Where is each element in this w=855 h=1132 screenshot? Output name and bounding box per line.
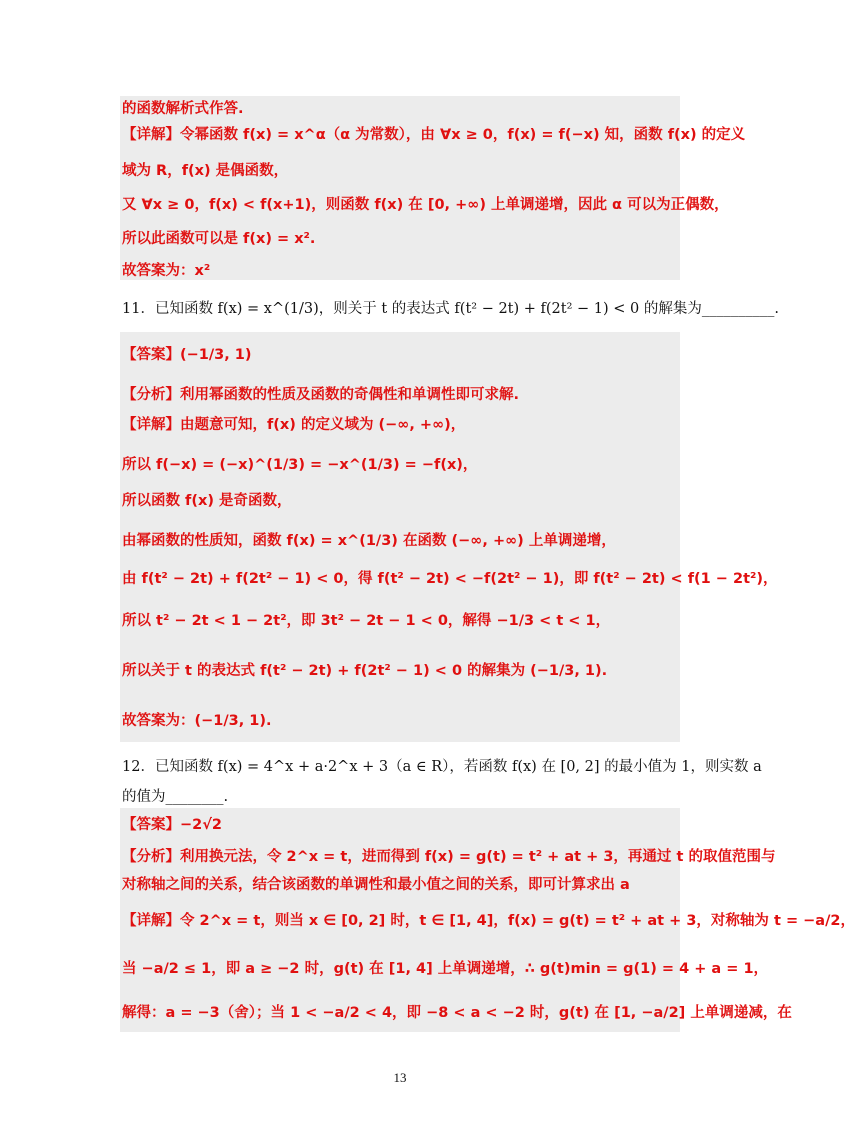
page-number: 13	[393, 1070, 407, 1085]
text-line: 所以此函数可以是 f(x) = x².	[122, 231, 316, 247]
text-line: 当 −a/2 ≤ 1，即 a ≥ −2 时，g(t) 在 [1, 4] 上单调递增，∴ g(t)min = g(1) = 4 + a = 1，	[122, 961, 769, 977]
text-line: 所以 t² − 2t < 1 − 2t²，即 3t² − 2t − 1 < 0，解得 −1/3 < t < 1，	[122, 613, 611, 629]
question-12-text: 的值为________.	[122, 789, 229, 805]
question-12-text: 12．已知函数 f(x) = 4^x + a·2^x + 3（a ∈ R），若函数 f(x) 在 [0, 2] 的最小值为 1，则实数 a	[122, 759, 762, 775]
analysis-text: 【分析】利用幂函数的性质及函数的奇偶性和单调性即可求解.	[122, 387, 520, 403]
text-line: 解得：a = −3（舍）；当 1 < −a/2 < 4，即 −8 < a < −2 时，g(t) 在 [1, −a/2] 上单调递减，在	[122, 1005, 792, 1021]
text-line: 故答案为：x²	[122, 263, 211, 279]
text-line: 由幂函数的性质知，函数 f(x) = x^(1/3) 在函数 (−∞, +∞) 上单调递增，	[122, 533, 616, 549]
text-line: 又 ∀x ≥ 0，f(x) < f(x+1)，则函数 f(x) 在 [0, +∞) 上单调递增，因此 α 可以为正偶数，	[122, 197, 729, 213]
final-answer: 故答案为：(−1/3, 1).	[122, 713, 272, 729]
text-line: 所以 f(−x) = (−x)^(1/3) = −x^(1/3) = −f(x)，	[122, 457, 478, 473]
analysis-text: 【分析】利用换元法，令 2^x = t，进而得到 f(x) = g(t) = t² + at + 3，再通过 t 的取值范围与	[122, 849, 776, 865]
text-line: 所以函数 f(x) 是奇函数，	[122, 493, 292, 509]
answer-label: 【答案】(−1/3, 1)	[122, 347, 252, 363]
text-line: 由 f(t² − 2t) + f(2t² − 1) < 0，得 f(t² − 2t) < −f(2t² − 1)，即 f(t² − 2t) < f(1 − 2t²)，	[122, 571, 778, 587]
text-line: 域为 R，f(x) 是偶函数，	[122, 163, 289, 179]
text-line: 所以关于 t 的表达式 f(t² − 2t) + f(2t² − 1) < 0 的解集为 (−1/3, 1).	[122, 663, 608, 679]
text-line: 【详解】令幂函数 f(x) = x^α（α 为常数），由 ∀x ≥ 0，f(x) = f(−x) 知，函数 f(x) 的定义	[122, 127, 746, 143]
analysis-text: 对称轴之间的关系，结合该函数的单调性和最小值之间的关系，即可计算求出 a	[122, 877, 630, 893]
question-11-text: 11．已知函数 f(x) = x^(1/3)，则关于 t 的表达式 f(t² − 2t) + f(2t² − 1) < 0 的解集为__________.	[122, 301, 779, 317]
text-line: 【详解】令 2^x = t，则当 x ∈ [0, 2] 时，t ∈ [1, 4]，f(x) = g(t) = t² + at + 3，对称轴为 t = −a/2，	[122, 913, 855, 929]
text-line: 的函数解析式作答.	[122, 101, 244, 117]
text-line: 【详解】由题意可知，f(x) 的定义域为 (−∞, +∞)，	[122, 417, 466, 433]
answer-label: 【答案】−2√2	[122, 817, 222, 833]
